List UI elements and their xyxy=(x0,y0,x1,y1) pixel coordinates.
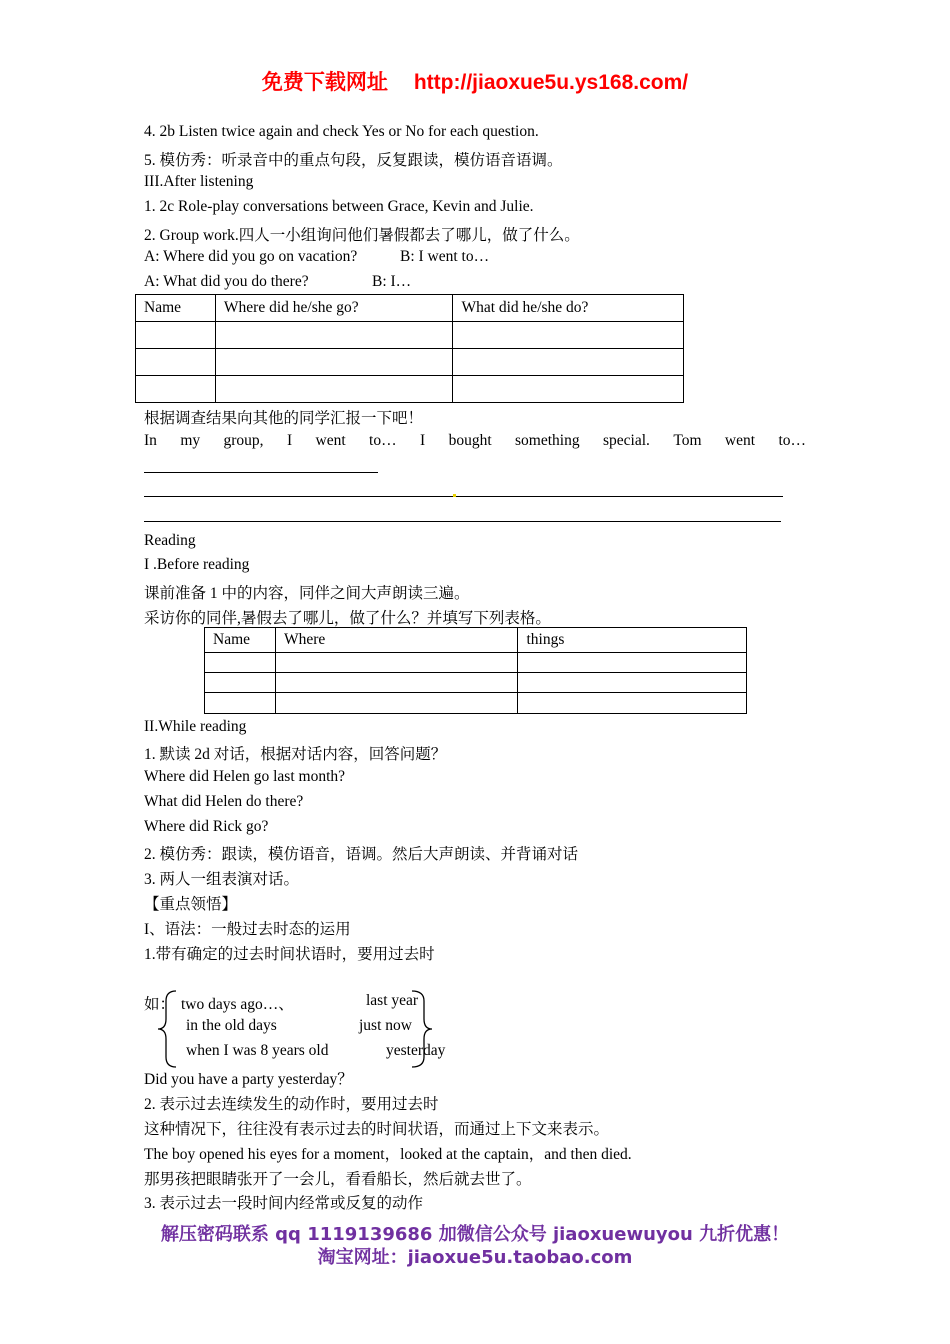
table-cell[interactable] xyxy=(453,376,684,403)
word: bought xyxy=(448,432,492,449)
word: something xyxy=(515,432,580,449)
header-label: 免费下载网址 xyxy=(261,70,388,94)
table-header-row xyxy=(205,628,747,653)
interview-table xyxy=(204,627,747,714)
table-row xyxy=(205,653,747,673)
line-prepare: 课前准备 1 中的内容，同伴之间大声朗读三遍。 xyxy=(144,585,470,602)
dialog-a-what: A: What did you do there? xyxy=(144,273,309,290)
table-row xyxy=(136,376,684,403)
table-cell[interactable] xyxy=(518,673,747,693)
example-left-2: in the old days xyxy=(186,1017,277,1034)
table-cell[interactable] xyxy=(453,349,684,376)
table-cell[interactable] xyxy=(205,653,276,673)
table-cell[interactable] xyxy=(275,693,518,714)
table-cell[interactable] xyxy=(275,673,518,693)
question-1: Where did Helen go last month? xyxy=(144,768,346,785)
report-sentence xyxy=(144,432,806,450)
word: I xyxy=(286,432,293,449)
table-cell[interactable] xyxy=(215,322,453,349)
example-right-1: last year xyxy=(366,992,419,1009)
dialog-a-where: A: Where did you go on vacation? xyxy=(144,248,358,265)
header-where: Where did he/she go? xyxy=(215,295,453,322)
line-pair-act: 3. 两人一组表演对话。 xyxy=(144,871,300,888)
line-report: 根据调查结果向其他的同学汇报一下吧！ xyxy=(144,410,424,427)
dialog-b-i: B: I… xyxy=(372,273,412,290)
line-2b: 4. 2b Listen twice again and check Yes or No for each question. xyxy=(144,123,539,140)
table-row xyxy=(205,673,747,693)
dialog-b-went: B: I went to… xyxy=(400,248,490,265)
example-right-3: yesterday xyxy=(386,1042,446,1059)
heading-before-reading: I .Before reading xyxy=(144,556,250,573)
line-imitate-2: 2. 模仿秀：跟读，模仿语音，语调。然后大声朗读、并背诵对话 xyxy=(144,846,579,863)
example-left-3: when I was 8 years old xyxy=(186,1042,329,1059)
marker-dot xyxy=(453,494,456,497)
table-row xyxy=(205,693,747,714)
line-rule-3: 3. 表示过去一段时间内经常或反复的动作 xyxy=(144,1195,424,1212)
word: to… xyxy=(369,432,397,449)
table-cell[interactable] xyxy=(215,349,453,376)
page-header xyxy=(0,66,950,96)
line-rule-2: 2. 表示过去连续发生的动作时，要用过去时 xyxy=(144,1096,439,1113)
heading-reading: Reading xyxy=(144,532,196,549)
heading-key-points: 【重点领悟】 xyxy=(144,896,238,913)
example-sentence: Did you have a party yesterday？ xyxy=(144,1071,353,1088)
right-brace xyxy=(410,989,434,1069)
table-cell[interactable] xyxy=(275,653,518,673)
table-cell[interactable] xyxy=(453,322,684,349)
line-group-work: 2. Group work.四人一小组询问他们暑假都去了哪儿，做了什么。 xyxy=(144,227,580,244)
header-what: What did he/she do? xyxy=(453,295,684,322)
header-name: Name xyxy=(205,628,276,653)
word: my xyxy=(180,432,201,449)
table-cell[interactable] xyxy=(205,673,276,693)
header-things: things xyxy=(518,628,747,653)
answer-line[interactable] xyxy=(144,496,783,497)
survey-table xyxy=(135,294,684,403)
line-grammar: I、语法：一般过去时态的运用 xyxy=(144,921,351,938)
heading-while-reading: II.While reading xyxy=(144,718,247,735)
question-2: What did Helen do there? xyxy=(144,793,304,810)
footer-contact: 解压密码联系 qq 1119139686 加微信公众号 jiaoxuewuyou 九折优惠！ xyxy=(160,1224,790,1245)
answer-line[interactable] xyxy=(144,521,781,522)
line-rule-1: 1.带有确定的过去时间状语时，要用过去时 xyxy=(144,946,435,963)
line-imitate: 5. 模仿秀：听录音中的重点句段，反复跟读，模仿语音语调。 xyxy=(144,152,563,169)
table-cell[interactable] xyxy=(136,322,216,349)
example-boy: The boy opened his eyes for a moment，looked at the captain，and then died. xyxy=(144,1146,632,1163)
header-where: Where xyxy=(275,628,518,653)
example-boy-translation: 那男孩把眼睛张开了一会儿，看看船长，然后就去世了。 xyxy=(144,1171,532,1188)
table-cell[interactable] xyxy=(215,376,453,403)
table-row xyxy=(136,349,684,376)
example-left-1: two days ago…、 xyxy=(181,996,294,1013)
header-name: Name xyxy=(136,295,216,322)
question-3: Where did Rick go? xyxy=(144,818,269,835)
answer-line[interactable] xyxy=(144,472,378,473)
table-cell[interactable] xyxy=(205,693,276,714)
table-header-row xyxy=(136,295,684,322)
table-cell[interactable] xyxy=(518,693,747,714)
line-interview: 采访你的同伴,暑假去了哪儿，做了什么？并填写下列表格。 xyxy=(144,610,551,627)
left-brace xyxy=(156,989,178,1069)
word: In xyxy=(144,432,157,449)
word: Tom xyxy=(673,432,702,449)
word: went xyxy=(315,432,346,449)
table-cell[interactable] xyxy=(136,349,216,376)
table-row xyxy=(136,322,684,349)
example-label: 如： xyxy=(144,996,176,1013)
footer-shop[interactable]: 淘宝网址：jiaoxue5u.taobao.com xyxy=(317,1247,633,1268)
line-rule-2-note: 这种情况下，往往没有表示过去的时间状语，而通过上下文来表示。 xyxy=(144,1121,610,1138)
line-silent-read: 1. 默读 2d 对话，根据对话内容，回答问题？ xyxy=(144,746,447,763)
word: I xyxy=(420,432,426,449)
word: went xyxy=(724,432,756,449)
example-right-2: just now xyxy=(359,1017,412,1034)
word: group, xyxy=(223,432,264,449)
header-url[interactable]: http://jiaoxue5u.ys168.com/ xyxy=(413,71,689,94)
line-2c: 1. 2c Role-play conversations between Grace, Kevin and Julie. xyxy=(144,198,534,215)
word: to… xyxy=(778,432,806,449)
table-cell[interactable] xyxy=(518,653,747,673)
heading-after-listening: III.After listening xyxy=(144,173,254,190)
word: special. xyxy=(603,432,650,449)
table-cell[interactable] xyxy=(136,376,216,403)
